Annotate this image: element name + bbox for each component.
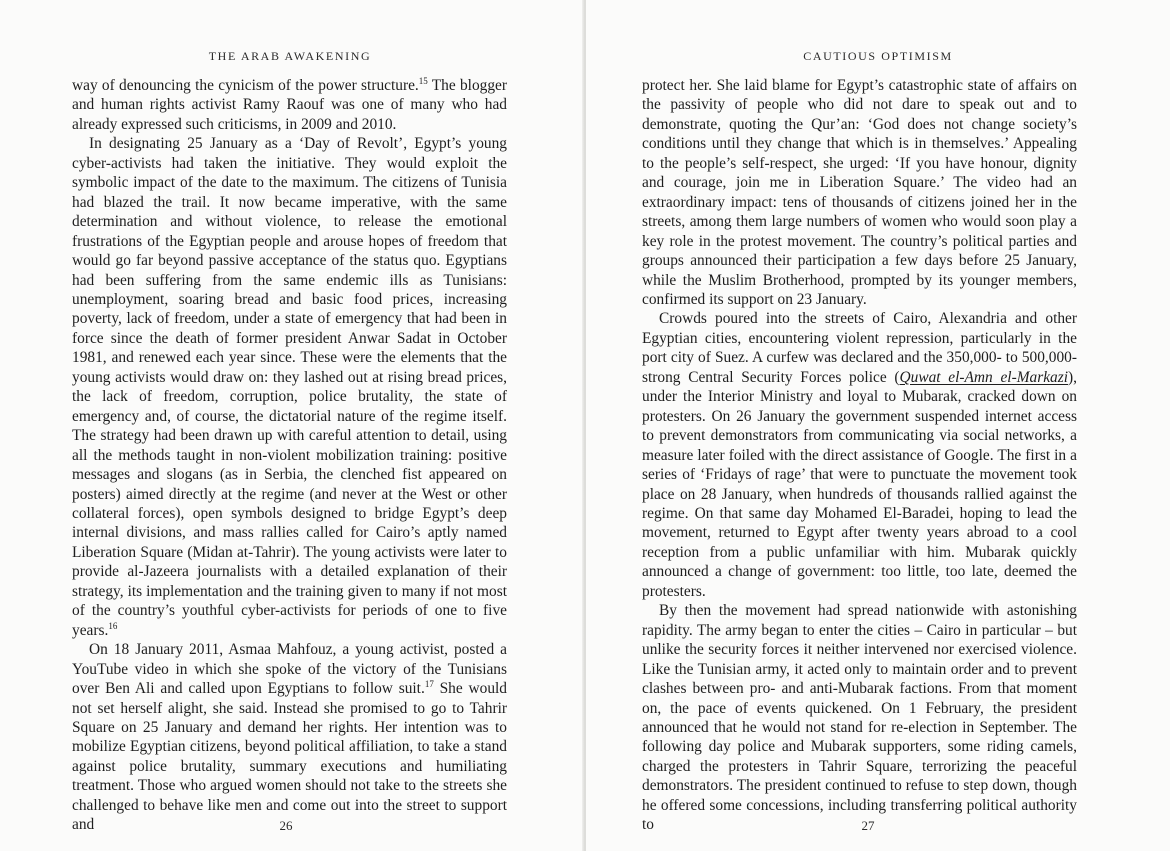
paragraph: By then the movement had spread nationwide with astonishing rapidity. The army began to enter the cities – Cairo in particular – but unlike the security forces it neither intervened nor exercised violence. Like the Tunisian army, it acted only to maintain order and to prevent clashes between pro- and anti-Mubarak factions. From that moment on, the pace of events quickened. On 1 February, the president announced that he would not stand for re-election in September. The following day police and Mubarak supporters, some riding camels, charged the protesters in Tahrir Square, terrorizing the peaceful demonstrators. The president continued to refuse to step down, though he offered some concessions, including transferring political authority to <box>642 602 1077 834</box>
page-number: 26 <box>279 818 293 833</box>
left-page <box>0 0 584 851</box>
paragraph: In designating 25 January as a ‘Day of Revolt’, Egypt’s young cyber-activists had taken the initiative. They would exploit the symbolic impact of the date to the maximum. The citizens of Tunisia had blazed the trail. It now became imperative, with the same determination and without violence, to release the emotional frustrations of the Egyptian people and arouse hopes of freedom that would go far beyond passive acceptance of the status quo. Egyptians had been suffering from the same endemic ills as Tunisians: unemployment, soaring bread and basic food prices, increasing poverty, lack of freedom, under a state of emergency that had been in force since the death of former president Anwar Sadat in October 1981, and renewed each year since. These were the elements that the young activists would draw on: they lashed out at rising bread prices, the lack of freedom, corruption, police brutality, the state of emergency and, of course, the dictatorial nature of the regime itself. The strategy had been drawn up with careful attention to detail, using all the methods taught in non-violent mobilization training: positive messages and slogans (as in Serbia, the clenched fist appeared on posters) aimed directly at the regime (and never at the West or other collateral forces), open symbols designed to bridge Egypt’s deep internal divisions, and mass rallies called for Cairo’s aptly named Liberation Square (Midan at-Tahrir). The young activists were later to provide al-Jazeera journalists with a detailed explanation of their strategy, its implementation and the training given to many if not most of the country’s youthful cyber-activists for periods of one to five years.$^{16}$ <box>72 135 507 639</box>
body-text <box>642 76 1077 835</box>
running-head: THE ARAB AWAKENING <box>208 49 372 63</box>
footnote-marker[interactable]: 17 <box>424 679 434 690</box>
page-number: 27 <box>861 818 875 833</box>
right-page <box>586 0 1170 851</box>
italic-term: Quwat el-Amn el-Markazi <box>899 368 1069 386</box>
footnote-marker[interactable]: 15 <box>418 76 428 86</box>
footnote-marker[interactable]: 16 <box>108 620 118 631</box>
running-head: CAUTIOUS OPTIMISM <box>803 49 953 63</box>
body-text <box>72 76 507 835</box>
paragraph: way of denouncing the cynicism of the power structure.$^{15}$ The blogger and human rights activist Ramy Raouf was one of many who had already expressed such criticisms, in 2009 and 2010. <box>72 76 507 133</box>
paragraph: protect her. She laid blame for Egypt’s catastrophic state of affairs on the passivity of people who did not dare to speak out and to demonstrate, quoting the Qur’an: ‘God does not change society’s conditions until they change that which is in themselves.’ Appealing to the people’s self-respect, she urged: ‘If you have honour, dignity and courage, join me in Liberation Square.’ The video had an extraordinary impact: tens of thousands of citizens joined her in the streets, among them large numbers of women who would soon play a key role in the protest movement. The country’s political parties and groups announced their participation a few days before 25 January, while the Muslim Brotherhood, prompted by its younger members, confirmed its support on 23 January. <box>642 77 1077 308</box>
paragraph: On 18 January 2011, Asmaa Mahfouz, a young activist, posted a YouTube video in which she spoke of the victory of the Tunisians over Ben Ali and called upon Egyptians to follow suit.$^{17}$ She would not set herself alight, she said. Instead she promised to go to Tahrir Square on 25 January and demand her rights. Her intention was to mobilize Egyptian citizens, beyond political affiliation, to take a stand against police brutality, summary executions and humiliating treatment. Those who argued women should not take to the streets she challenged to behave like men and come out into the street to support and <box>72 641 507 834</box>
paragraph: Crowds poured into the streets of Cairo, Alexandria and other Egyptian cities, encountering violent repression, particularly in the port city of Suez. A curfew was declared and the 350,000- to 500,000-strong Central Security Forces police (Quwat el-Amn el-Markazi), under the Interior Ministry and loyal to Mubarak, cracked down on protesters. On 26 January the government suspended internet access to prevent demonstrators from communicating via social networks, a measure later foiled with the direct assistance of Google. The first in a series of ‘Fridays of rage’ that were to punctuate the movement took place on 28 January, when hundreds of thousands rallied against the regime. On that same day Mohamed El-Baradei, hoping to lead the movement, returned to Egypt after twenty years abroad to a cool reception from a public unfamiliar with him. Mubarak quickly announced a change of government: too little, too late, deemed the protesters. <box>642 310 1077 600</box>
